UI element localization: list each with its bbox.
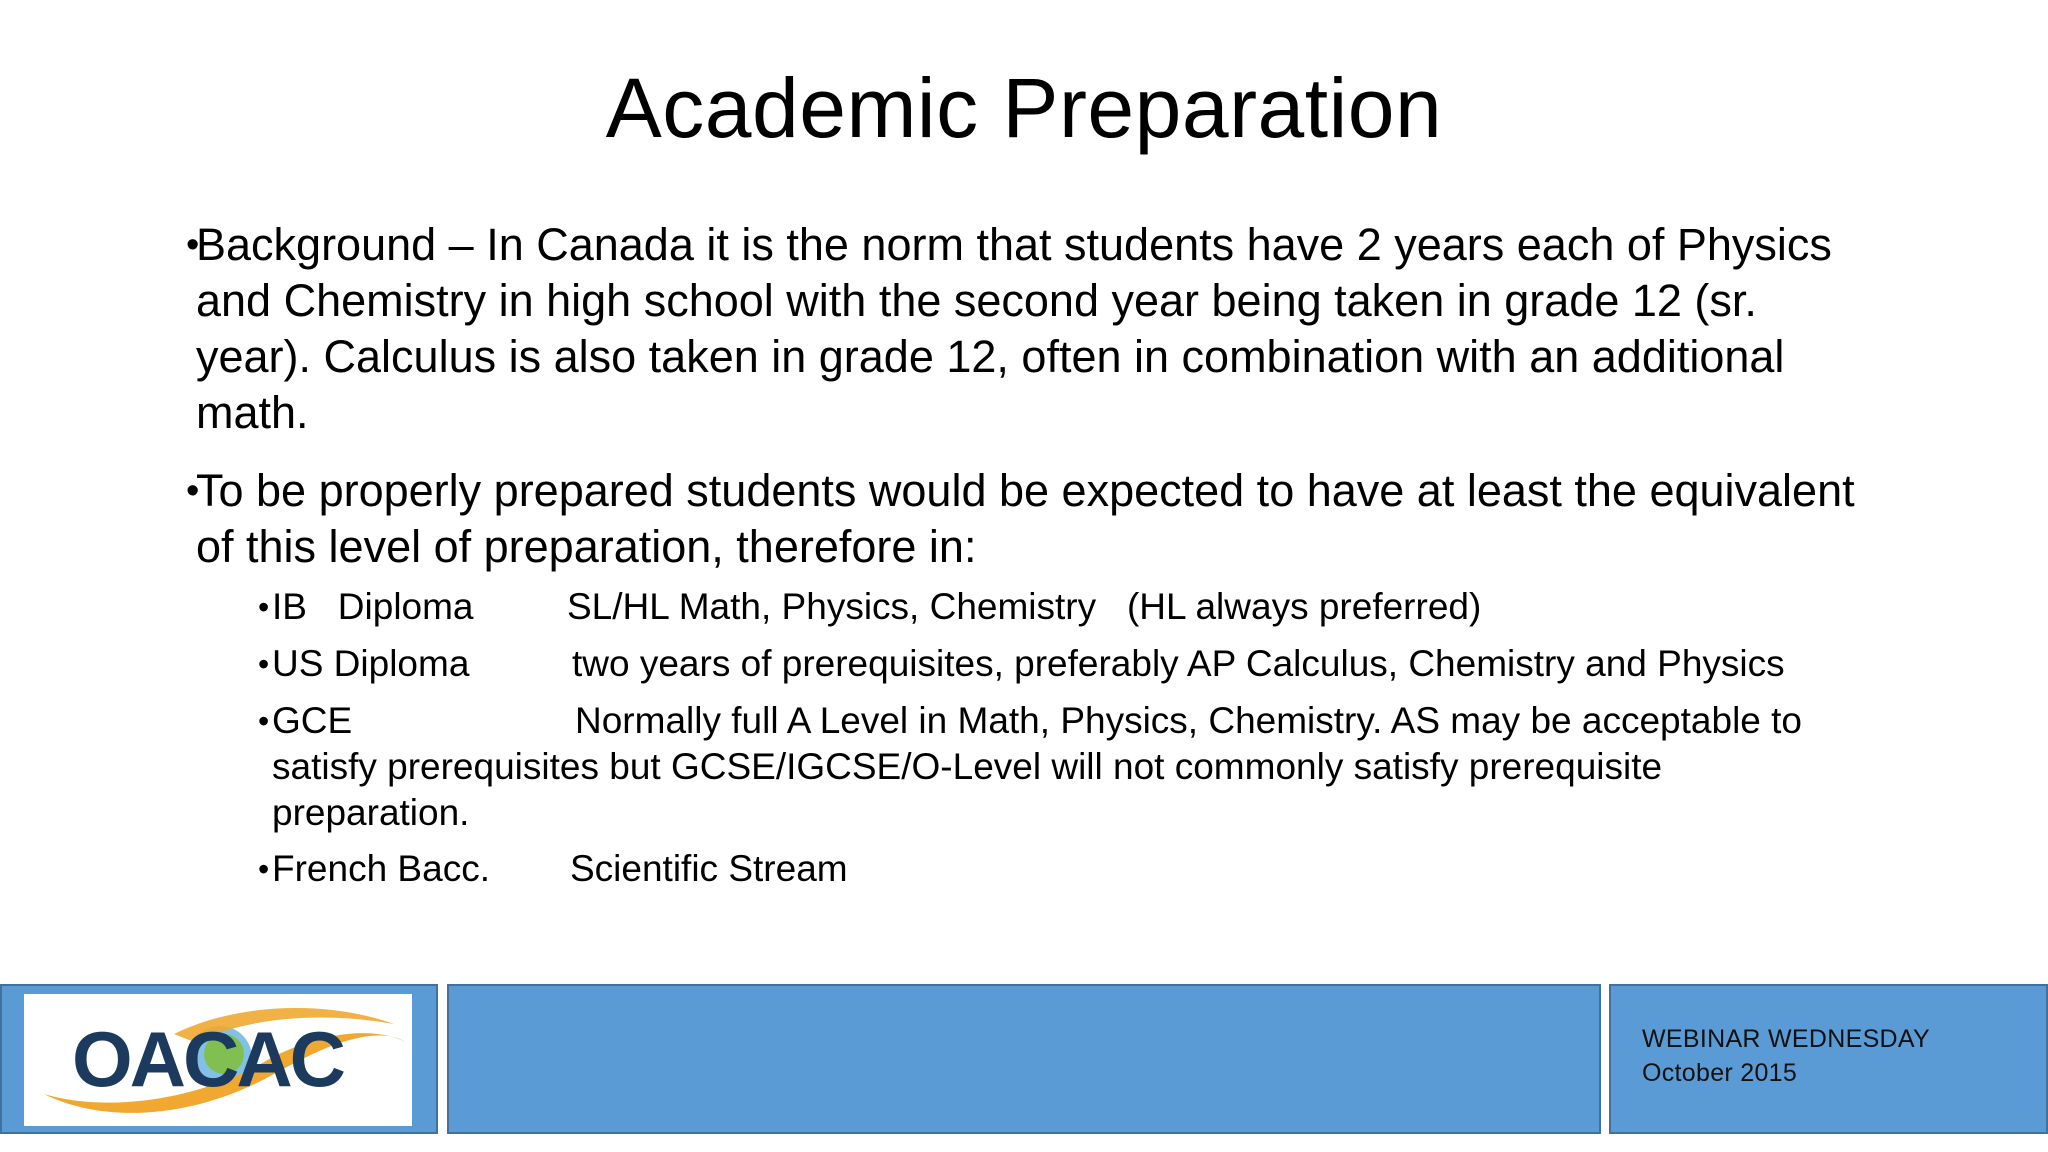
sub-bullet-ib (258, 584, 1912, 630)
sub-bullet-dot: • (258, 589, 270, 625)
bullet-dot: • (186, 470, 200, 512)
sub-bullet-label: French Bacc. (272, 848, 490, 889)
bullet-background (186, 217, 1876, 441)
footer-line-2: October 2015 (1642, 1059, 1798, 1087)
sub-bullet-french (258, 846, 1912, 892)
sub-bullet-gce-continuation: satisfy prerequisites but GCSE/IGCSE/O-Level will not commonly satisfy prerequisite preparation. (272, 746, 1663, 833)
sub-bullet-dot: • (258, 851, 270, 887)
footer-event-info (1642, 1022, 1930, 1090)
bullet-dot: • (186, 224, 200, 266)
sub-bullet-label: GCE (272, 700, 353, 741)
sub-bullet-dot: • (258, 646, 270, 682)
sub-bullet-desc: Normally full A Level in Math, Physics, Chemistry. AS may be acceptable to (575, 700, 1802, 741)
sub-bullet-label: US Diploma (272, 643, 470, 684)
footer-line-1: WEBINAR WEDNESDAY (1642, 1025, 1930, 1053)
logo-text: OACAC (72, 1015, 343, 1103)
sub-bullet-desc: Scientific Stream (570, 848, 848, 889)
sub-bullet-us (258, 641, 1912, 687)
bullet-preparation (186, 463, 1876, 575)
sub-bullet-gce (258, 698, 1912, 744)
slide-title: Academic Preparation (605, 61, 1443, 155)
oacac-logo (24, 994, 412, 1126)
sub-bullet-label: IB Diploma (272, 586, 474, 627)
sub-bullet-desc: SL/HL Math, Physics, Chemistry (HL always preferred) (567, 586, 1482, 627)
sub-bullet-dot: • (258, 703, 270, 739)
bullet-text: To be properly prepared students would be expected to have at least the equivalent of this level of preparation, therefore in: (196, 465, 1855, 572)
footer-middle-box (447, 984, 1601, 1134)
bullet-text: Background – In Canada it is the norm that students have 2 years each of Physics and Chemistry in high school with the second year being taken in grade 12 (sr. year). Calculus is also taken in grade 12, often in combination with an additional math. (196, 219, 1832, 438)
sub-bullet-desc: two years of prerequisites, preferably AP Calculus, Chemistry and Physics (572, 643, 1785, 684)
